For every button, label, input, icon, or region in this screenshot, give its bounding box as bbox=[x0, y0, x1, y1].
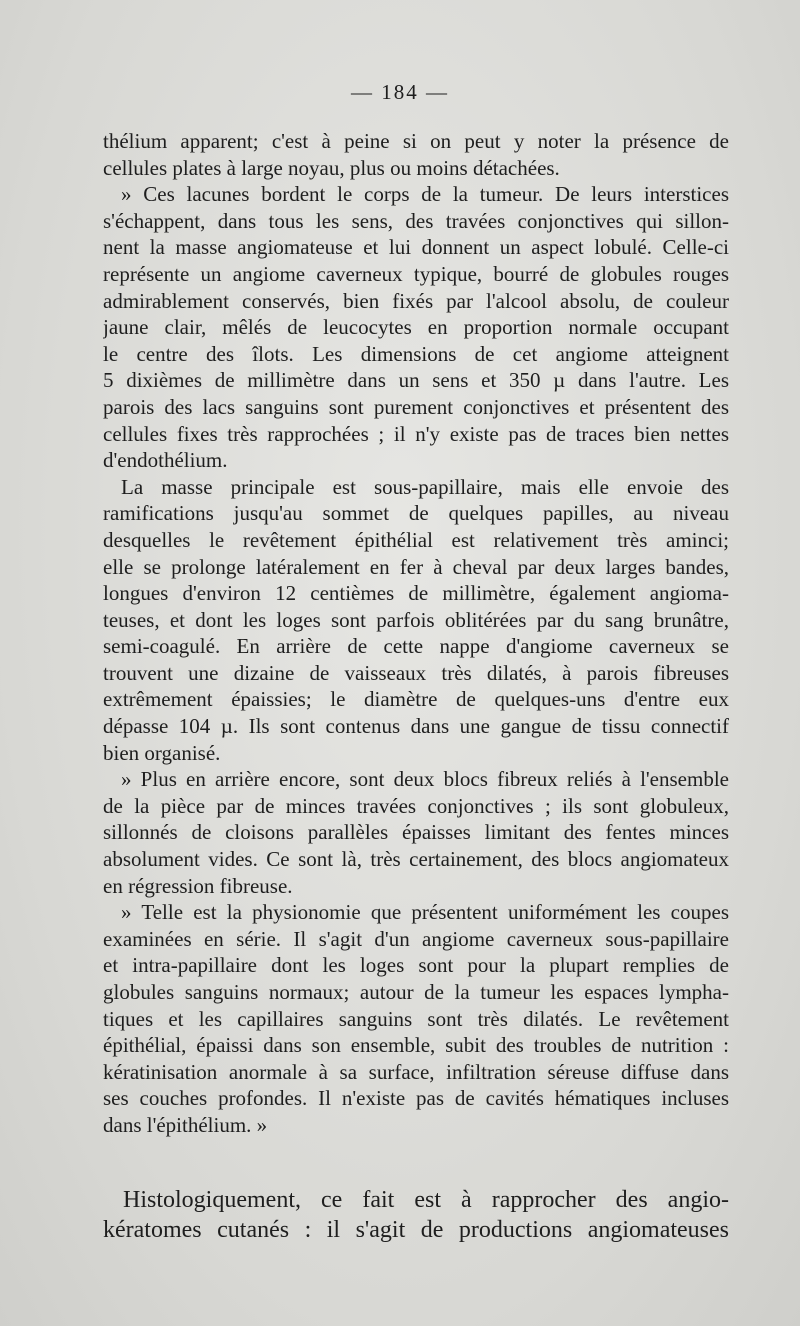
text-line: Histologiquement, ce fait est à rapprocher des angio- bbox=[123, 1186, 729, 1213]
text-line: globules sanguins normaux; autour de la tumeur les espaces lympha- bbox=[103, 980, 729, 1004]
text-line: s'échappent, dans tous les sens, des travées conjonctives qui sillon- bbox=[103, 208, 729, 233]
text-line: examinées en série. Il s'agit d'un angiome caverneux sous-papillaire bbox=[103, 926, 729, 951]
text-line: » Ces lacunes bordent le corps de la tumeur. De leurs interstices bbox=[121, 182, 729, 207]
text-line: nent la masse angiomateuse et lui donnent un aspect lobulé. Celle-ci bbox=[103, 235, 729, 260]
text-line: en régression fibreuse. bbox=[103, 873, 293, 898]
page-body bbox=[103, 128, 729, 1245]
text-line: » Telle est la physionomie que présentent uniformément les coupes bbox=[121, 900, 729, 925]
text-line: et intra-papillaire dont les loges sont pour la plupart remplies de bbox=[103, 953, 729, 978]
text-line: le centre des îlots. Les dimensions de cet angiome atteignent bbox=[103, 341, 729, 366]
text-line: teuses, et dont les loges sont parfois oblitérées par du sang brunâtre, bbox=[103, 607, 729, 632]
text-line: extrêmement épaissies; le diamètre de quelques-uns d'entre eux bbox=[103, 687, 729, 712]
paragraph-gap bbox=[103, 1139, 729, 1185]
text-line: représente un angiome caverneux typique, bourré de globules rouges bbox=[103, 261, 729, 286]
text-line: » Plus en arrière encore, sont deux blocs fibreux reliés à l'ensemble bbox=[121, 767, 729, 792]
quoted-report bbox=[103, 128, 729, 1139]
text-line: thélium apparent; c'est à peine si on peut y noter la présence de bbox=[103, 129, 729, 153]
text-line: ses couches profondes. Il n'existe pas de cavités hématiques incluses bbox=[103, 1086, 729, 1111]
text-line: desquelles le revêtement épithélial est relativement très aminci; bbox=[103, 527, 729, 552]
text-line: dans l'épithélium. » bbox=[103, 1112, 268, 1137]
text-line: semi-coagulé. En arrière de cette nappe d'angiome caverneux se bbox=[103, 634, 729, 659]
closing-paragraph bbox=[103, 1185, 729, 1245]
text-line: kératinisation anormale à sa surface, infiltration séreuse diffuse dans bbox=[103, 1059, 729, 1084]
text-line: absolument vides. Ce sont là, très certainement, des blocs angiomateux bbox=[103, 847, 729, 872]
text-line: 5 dixièmes de millimètre dans un sens et 350 µ dans l'autre. Les bbox=[103, 368, 729, 393]
text-line: trouvent une dizaine de vaisseaux très dilatés, à parois fibreuses bbox=[103, 660, 729, 685]
text-line: épithélial, épaissi dans son ensemble, subit des troubles de nutrition : bbox=[103, 1033, 729, 1058]
text-line: longues d'environ 12 centièmes de millimètre, également angioma- bbox=[103, 581, 729, 606]
text-line: dépasse 104 µ. Ils sont contenus dans une gangue de tissu connectif bbox=[103, 714, 729, 739]
text-line: d'endothélium. bbox=[103, 448, 228, 473]
text-line: elle se prolonge latéralement en fer à cheval par deux larges bandes, bbox=[103, 554, 729, 579]
text-line: La masse principale est sous-papillaire, mais elle envoie des bbox=[121, 474, 729, 499]
text-line: sillonnés de cloisons parallèles épaisses limitant des fentes minces bbox=[103, 820, 729, 845]
text-line: cellules fixes très rapprochées ; il n'y existe pas de traces bien nettes bbox=[103, 421, 729, 446]
text-line: jaune clair, mêlés de leucocytes en proportion normale occupant bbox=[103, 315, 729, 340]
text-line: cellules plates à large noyau, plus ou moins détachées. bbox=[103, 155, 560, 180]
text-line: parois des lacs sanguins sont purement conjonctives et présentent des bbox=[103, 394, 729, 419]
text-line: tiques et les capillaires sanguins sont très dilatés. Le revêtement bbox=[103, 1006, 729, 1031]
text-line: ramifications jusqu'au sommet de quelques papilles, au niveau bbox=[103, 501, 729, 526]
page-number: — 184 — bbox=[351, 80, 449, 104]
text-line: admirablement conservés, bien fixés par l'alcool absolu, de couleur bbox=[103, 288, 729, 313]
text-line: bien organisé. bbox=[103, 740, 221, 765]
text-line: kératomes cutanés : il s'agit de productions angiomateuses bbox=[103, 1216, 729, 1243]
text-line: de la pièce par de minces travées conjonctives ; ils sont globuleux, bbox=[103, 793, 729, 818]
